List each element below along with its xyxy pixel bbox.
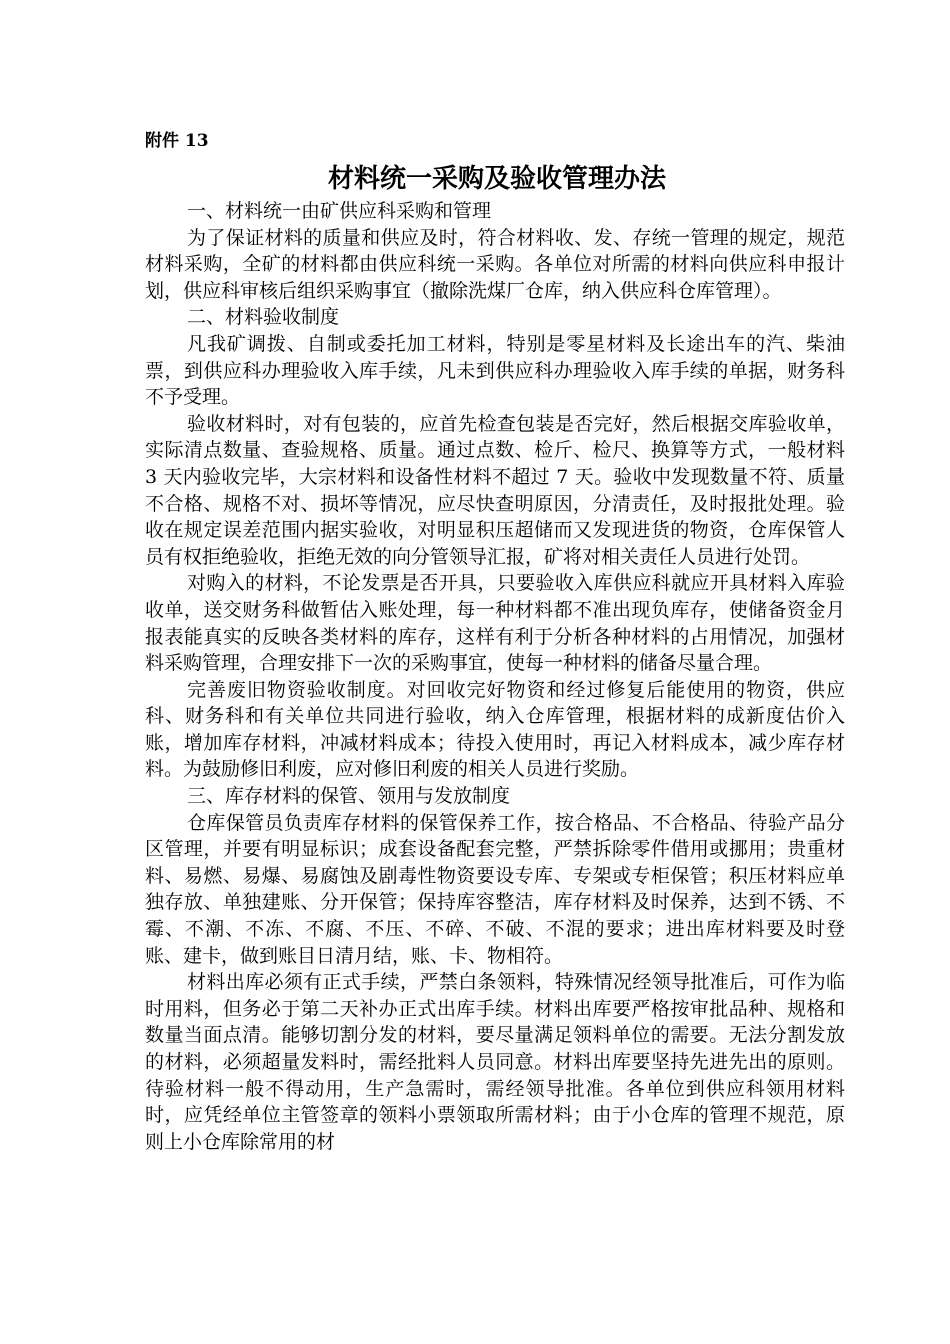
body-paragraph: 材料出库必须有正式手续，严禁白条领料，特殊情况经领导批准后，可作为临时用料，但务必于第二天补办正式出库手续。材料出库要严格按审批品种、规格和数量当面点清。能够切割分发的材料，要尽量满足领料单位的需要。无法分割发放的材料，必须超量发料时，需经批料人员同意。材料出库要坚持先进先出的原则。待验材料一般不得动用，生产急需时，需经领导批准。各单位到供应科领用材料时，应凭经单位主管签章的领料小票领取所需材料；由于小仓库的管理不规范，原则上小仓库除常用的材: [145, 971, 845, 1153]
body-paragraph: 完善废旧物资验收制度。对回收完好物资和经过修复后能使用的物资，供应科、财务科和有关单位共同进行验收，纳入仓库管理，根据材料的成新度估价入账，增加库存材料，冲减材料成本；待投入使用时，再记入材料成本，减少库存材料。为鼓励修旧利废，应对修旧利废的相关人员进行奖励。: [145, 678, 845, 781]
body-paragraph: 为了保证材料的质量和供应及时，符合材料收、发、存统一管理的规定，规范材料采购，全矿的材料都由供应科统一采购。各单位对所需的材料向供应科申报计划，供应科审核后组织采购事宜（撤除洗煤厂仓库，纳入供应科仓库管理）。: [145, 226, 845, 302]
section-heading-3: 三、库存材料的保管、领用与发放制度: [187, 785, 511, 808]
section-heading-1: 一、材料统一由矿供应科采购和管理: [187, 200, 492, 222]
body-paragraph: 凡我矿调拨、自制或委托加工材料，特别是零星材料及长途出车的汽、柴油票，到供应科办理验收入库手续，凡未到供应科办理验收入库手续的单据，财务科不予受理。: [145, 332, 845, 409]
attachment-label: 附件 13: [145, 131, 209, 151]
document-body: [145, 198, 845, 1155]
document-page: [145, 128, 845, 1155]
section-heading-2: 二、材料验收制度: [187, 306, 340, 329]
document-title: 材料统一采购及验收管理办法: [327, 164, 666, 194]
body-paragraph: 验收材料时，对有包装的，应首先检查包装是否完好，然后根据交库验收单，实际清点数量、查验规格、质量。通过点数、检斤、检尺、换算等方式，一般材料 3 天内验收完毕，大宗材料和设备性材料不超过 7 天。验收中发现数量不符、质量不合格、规格不对、损坏等情况，应尽快查明原因，分清责任，及时报批处理。验收在规定误差范围内据实验收，对明显积压超储而又发现进货的物资，仓库保管人员有权拒绝验收，拒绝无效的向分管领导汇报，矿将对相关责任人员进行处罚。: [145, 412, 845, 568]
body-paragraph: 仓库保管员负责库存材料的保管保养工作，按合格品、不合格品、待验产品分区管理，并要有明显标识；成套设备配套完整，严禁拆除零件借用或挪用；贵重材料、易燃、易爆、易腐蚀及剧毒性物资要设专库、专架或专柜保管；积压材料应单独存放、单独建账、分开保管；保持库容整洁，库存材料及时保养，达到不锈、不霉、不潮、不冻、不腐、不压、不碎、不破、不混的要求；进出库材料要及时登账、建卡，做到账目日清月结，账、卡、物相符。: [145, 811, 845, 967]
body-paragraph: 对购入的材料，不论发票是否开具，只要验收入库供应科就应开具材料入库验收单，送交财务科做暂估入账处理，每一种材料都不准出现负库存，使储备资金月报表能真实的反映各类材料的库存，这样有利于分析各种材料的占用情况，加强材料采购管理，合理安排下一次的采购事宜，使每一种材料的储备尽量合理。: [145, 572, 845, 675]
